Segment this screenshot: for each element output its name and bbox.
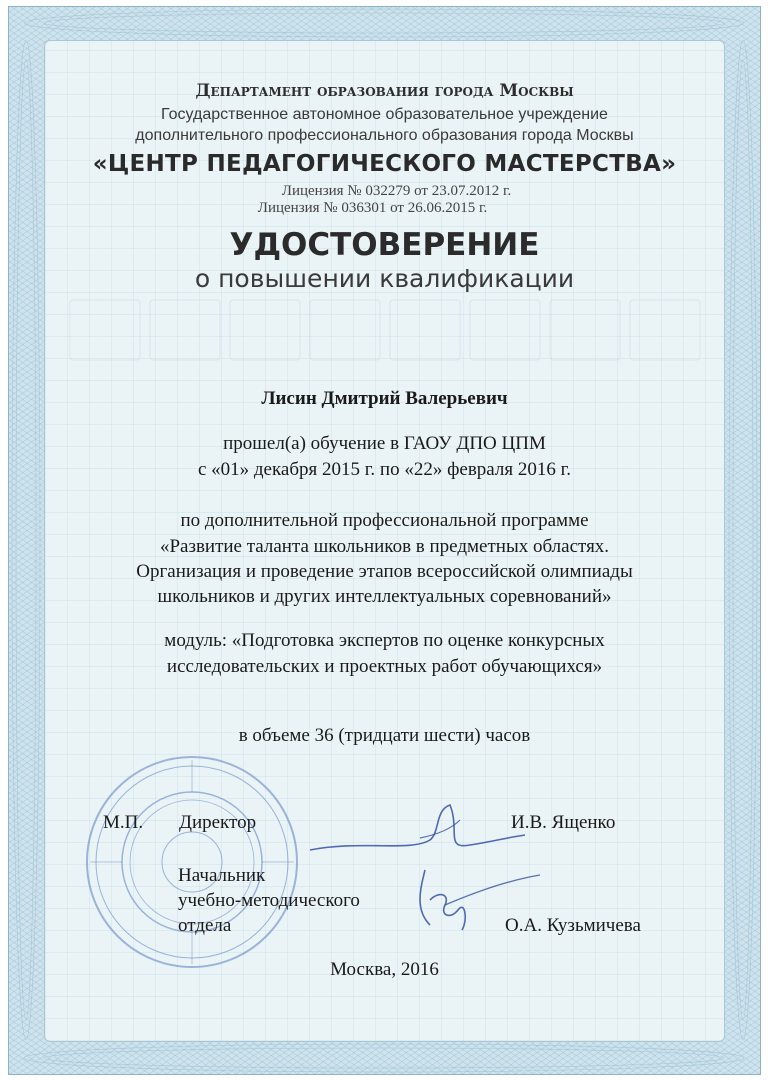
seal-label: М.П.: [103, 812, 144, 833]
official-stamp-icon: [82, 752, 302, 972]
license-2: Лицензия № 036301 от 26.06.2015 г.: [257, 200, 488, 216]
org-name: «ЦЕНТР ПЕДАГОГИЧЕСКОГО МАСТЕРСТВА»: [92, 151, 677, 177]
head-name: О.А. Кузьмичева: [505, 915, 641, 936]
head-title-line-1: Начальник: [178, 865, 266, 886]
program-line-2: «Развитие таланта школьников в предметных областях.: [159, 536, 610, 557]
license-1: Лицензия № 032279 от 23.07.2012 г.: [281, 183, 512, 199]
holder-name: Лисин Дмитрий Валерьевич: [261, 388, 508, 409]
director-name: И.В. Ященко: [511, 812, 616, 833]
module-line-1: модуль: «Подготовка экспертов по оценке конкурсных: [164, 630, 605, 651]
program-line-3: Организация и проведение этапов всероссийской олимпиады: [136, 561, 633, 582]
training-dates: с «01» декабря 2015 г. по «22» февраля 2016 г.: [197, 459, 572, 480]
document-title: УДОСТОВЕРЕНИЕ: [229, 227, 540, 263]
department-name: Департамент образования города Москвы: [195, 81, 574, 101]
program-line-4: школьников и других интеллектуальных соревнований»: [157, 586, 612, 607]
module-line-2: исследовательских и проектных работ обучающихся»: [166, 656, 603, 677]
city-year: Москва, 2016: [330, 959, 439, 980]
hours-volume: в объеме 36 (тридцати шести) часов: [238, 725, 531, 746]
training-line-1: прошел(а) обучение в ГАОУ ДПО ЦПМ: [223, 433, 546, 454]
org-line-2: дополнительного профессионального образования города Москвы: [135, 127, 634, 144]
head-title-line-2: учебно-методического: [178, 890, 360, 911]
head-title-line-3: отдела: [178, 915, 232, 936]
director-title: Директор: [179, 812, 257, 833]
org-line-1: Государственное автономное образовательное учреждение: [161, 106, 608, 123]
program-line-1: по дополнительной профессиональной программе: [180, 510, 589, 531]
document-subtitle: о повышении квалификации: [194, 264, 575, 293]
